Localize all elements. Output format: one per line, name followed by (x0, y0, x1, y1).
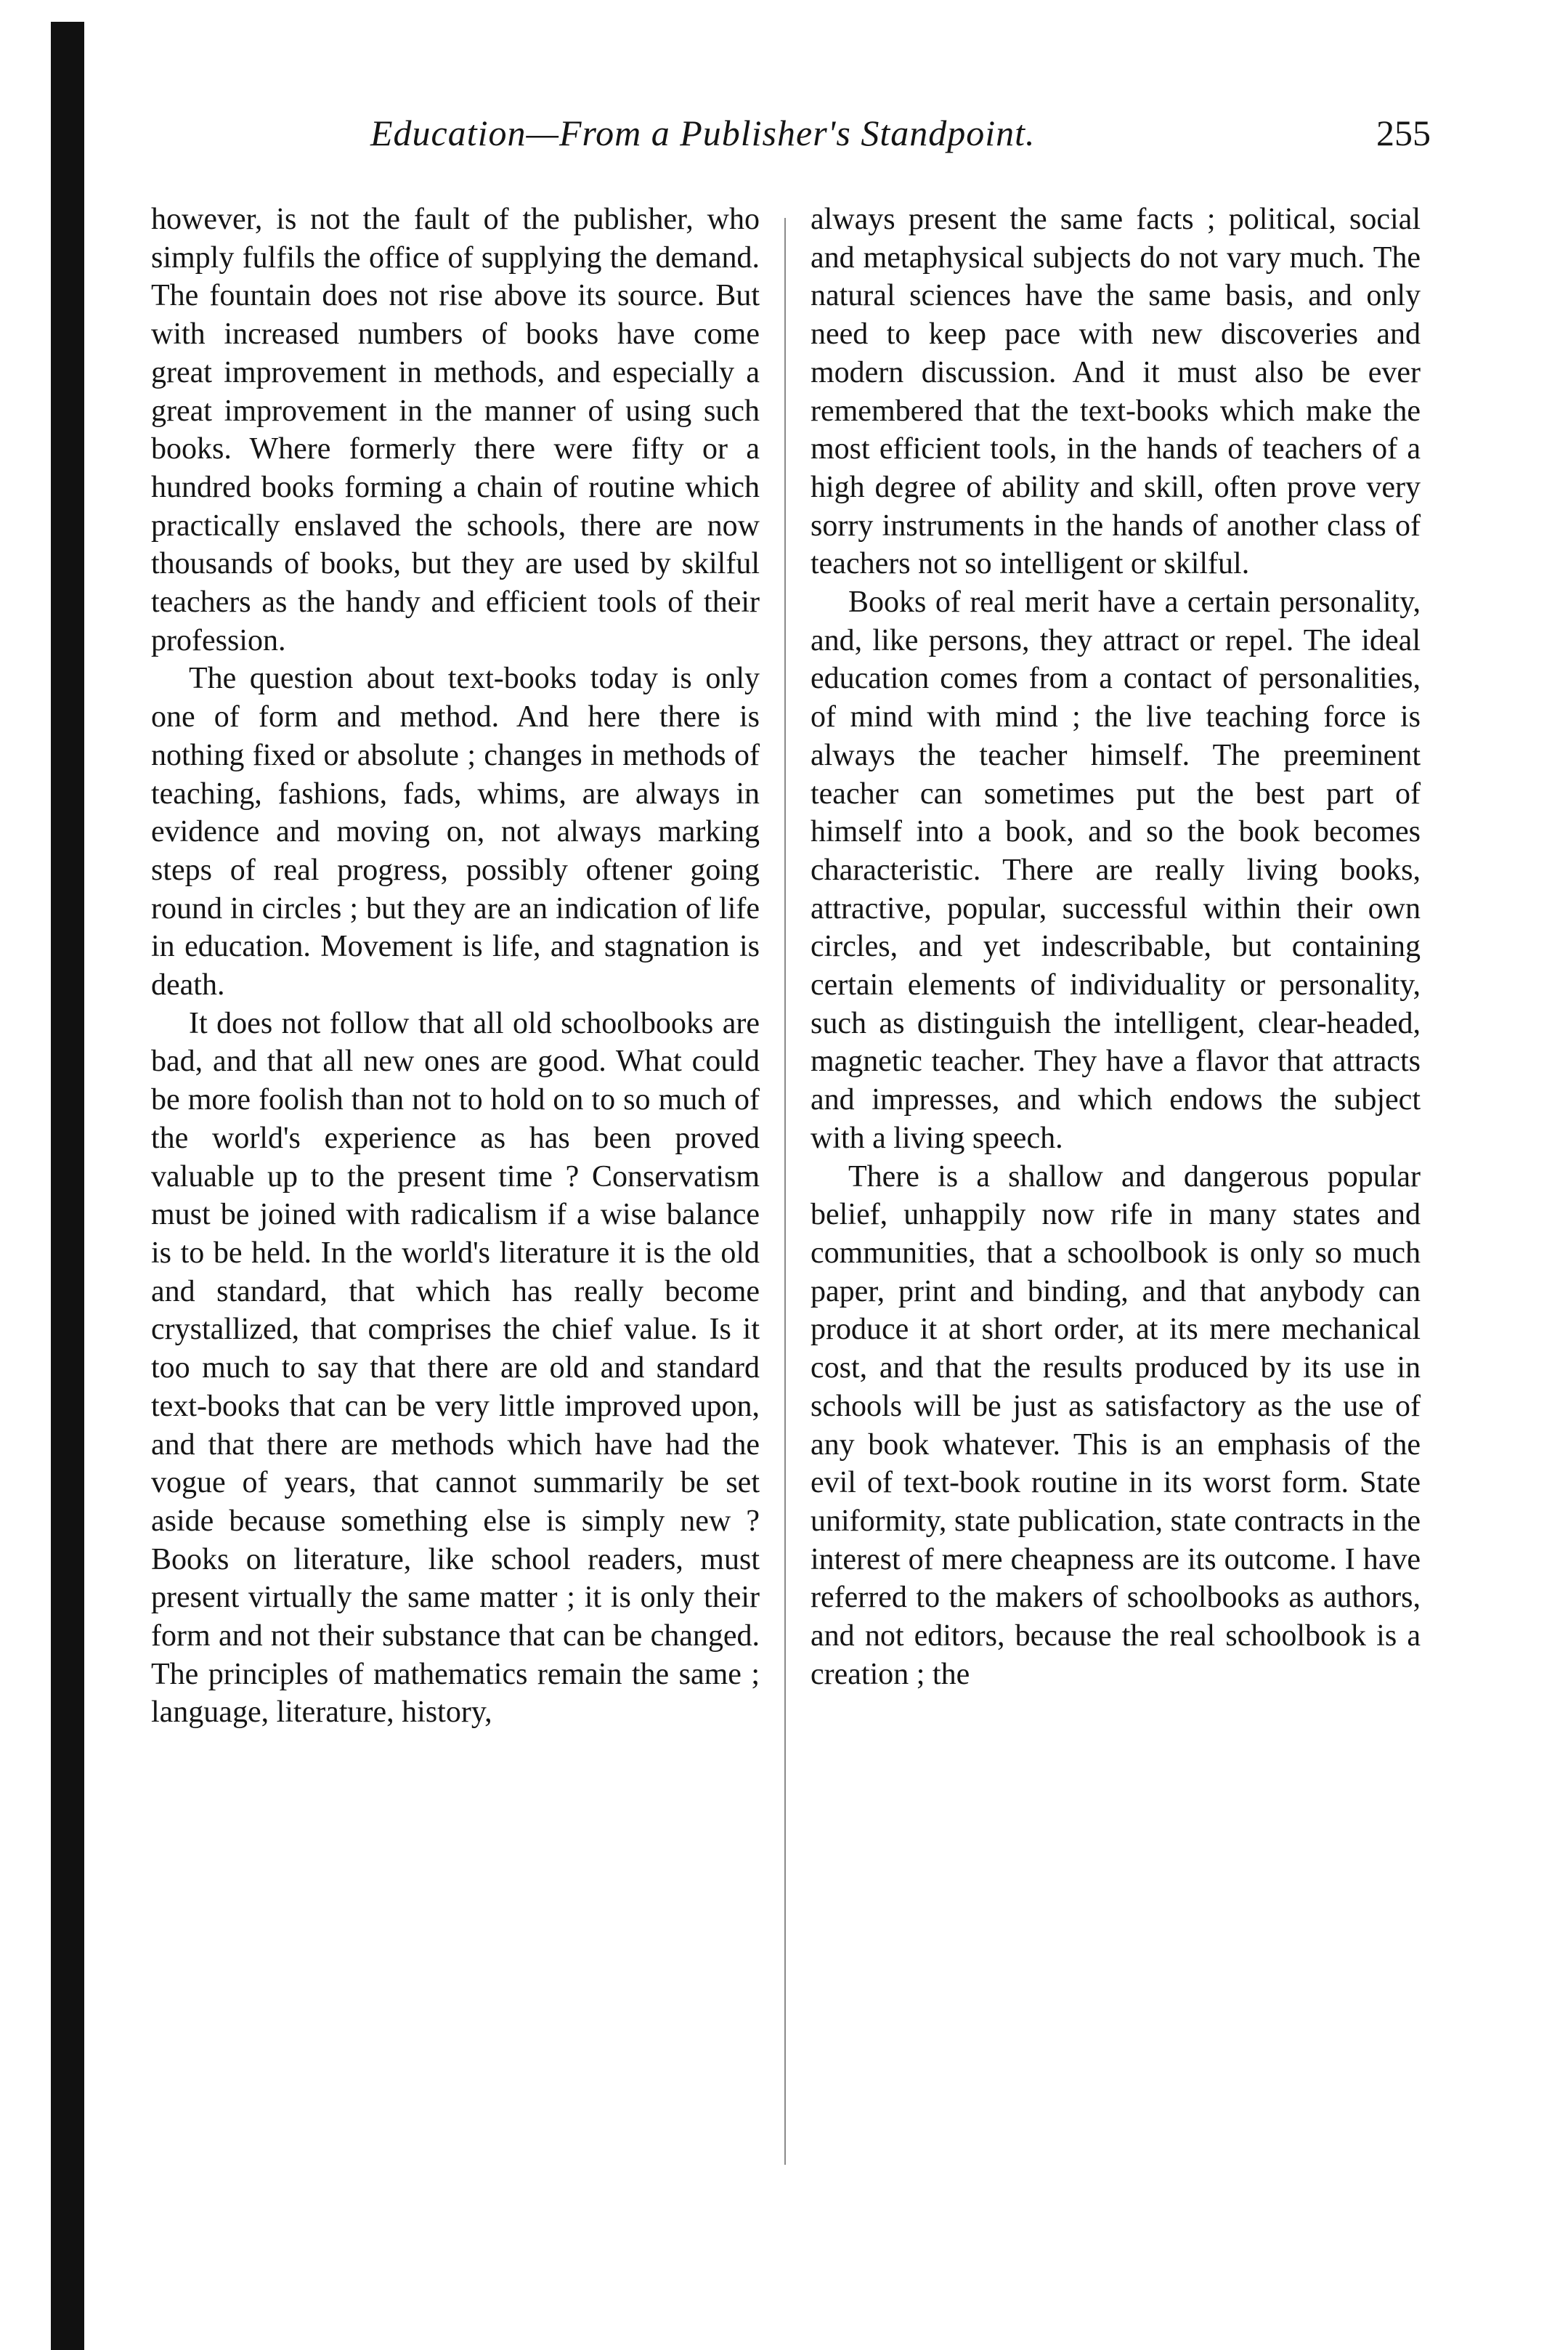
right-column (811, 200, 1421, 1693)
paragraph: The question about text-books today is only one of form and method. And here there is nothing fixed or absolute ; changes in methods of teaching, fashions, fads, whims, are always in evidence and moving on, not always marking steps of real progress, possibly oftener going round in circles ; but they are an indication of life in education. Movement is life, and stagnation is death. (151, 662, 760, 1002)
page-number: 255 (1376, 113, 1431, 153)
column-rule (784, 218, 786, 2165)
paragraph: however, is not the fault of the publisher, who simply fulfils the office of supplying the demand. The fountain does not rise above its source. But with increased numbers of books have come great improvement in methods, and especially a great improvement in the manner of using such books. Where formerly there were fifty or a hundred books forming a chain of routine which practically enslaved the schools, there are now thousands of books, but they are used by skilful teachers as the handy and efficient tools of their profession. (151, 203, 760, 657)
paragraph: It does not follow that all old schoolbooks are bad, and that all new ones are good. What could be more foolish than not to hold on to so much of the world's experience as has been proved valuable up to the present time ? Conservatism must be joined with radicalism if a wise balance is to be held. In the world's literature it is the old and standard, that which has really become crystallized, that comprises the chief value. Is it too much to say that there are old and standard text-books that can be very little improved upon, and that there are methods which have had the vogue of years, that cannot summarily be set aside because something else is simply new ? Books on literature, like school readers, must present virtually the same matter ; it is only their form and not their substance that can be changed. The principles of mathematics remain the same ; language, literature, history, (151, 1006, 760, 1730)
scan-binding-edge (51, 22, 84, 2350)
paragraph: Books of real merit have a certain personality, and, like persons, they attract or repel. The ideal education comes from a contact of personalities, of mind with mind ; the live teaching force is always the teacher himself. The preeminent teacher can sometimes put the best part of himself into a book, and so the book becomes characteristic. There are really living books, attractive, popular, successful within their own circles, and yet indescribable, but containing certain elements of individuality or personality, such as distinguish the intelligent, clear-headed, magnetic teacher. They have a flavor that attracts and impresses, and which endows the subject with a living speech. (811, 586, 1421, 1155)
left-column (151, 200, 760, 1732)
running-title: Education—From a Publisher's Standpoint. (370, 113, 1036, 153)
paragraph: always present the same facts ; political, social and metaphysical subjects do not vary much. The natural sciences have the same basis, and only need to keep pace with new discoveries and modern discussion. And it must also be ever remembered that the text-books which make the most efficient tools, in the hands of teachers of a high degree of ability and skill, often prove very sorry instruments in the hands of another class of teachers not so intelligent or skilful. (811, 203, 1421, 581)
running-head (153, 108, 1431, 158)
paragraph: There is a shallow and dangerous popular belief, unhappily now rife in many states and communities, that a schoolbook is only so much paper, print and binding, and that anybody can produce it at short order, at its mere mechanical cost, and that the results produced by its use in schools will be just as satisfactory as the use of any book whatever. This is an emphasis of the evil of text-book routine in its worst form. State uniformity, state publication, state contracts in the interest of mere cheapness are its outcome. I have referred to the makers of schoolbooks as authors, and not editors, because the real schoolbook is a creation ; the (811, 1159, 1421, 1691)
